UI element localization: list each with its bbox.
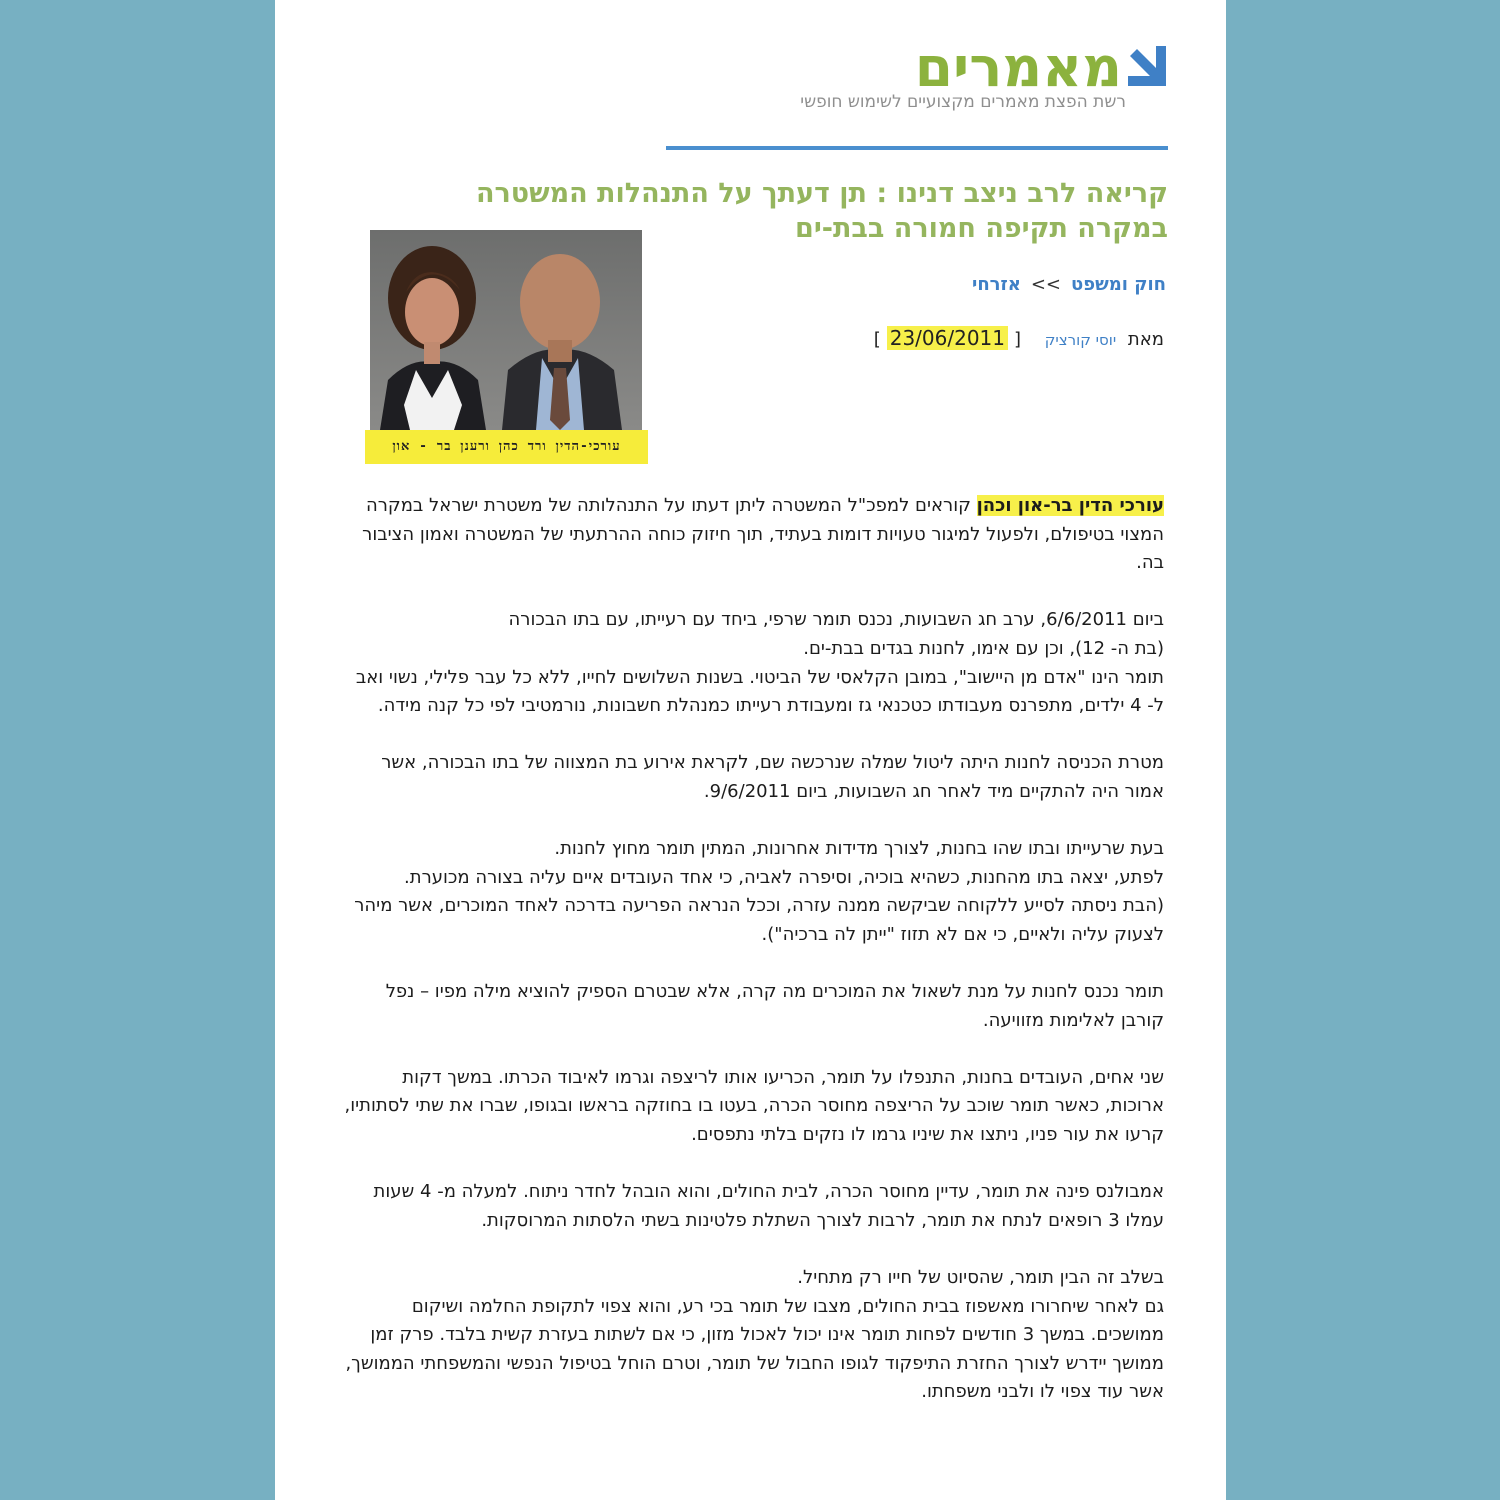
lead-text: קוראים למפכ"ל המשטרה ליתן דעתו על התנהלותה של משטרת ישראל במקרה המצוי בטיפולם, ולפעול למיגור טעויות דומות בעתיד, תוך חיזוק כוחה ההרתעתי של המשטרה ואמון הציבור בה. [362, 495, 1164, 574]
paragraph-line: (בת ה- 12), וכן עם אימו, לחנות בגדים בבת-ים. [803, 637, 1164, 659]
paragraph [344, 1064, 1164, 1150]
photo-image [370, 230, 642, 430]
article-body [344, 492, 1164, 1436]
paragraph-line: מטרת הכניסה לחנות היתה ליטול שמלה שנרכשה שם, לקראת אירוע בת המצווה של בתו הבכורה, אשר אמור היה להתקיים מיד לאחר חג השבועות, ביום 9/6/2011. [381, 752, 1164, 802]
author-photo [365, 230, 648, 464]
byline-prefix: מאת [1127, 329, 1164, 350]
article-title: קריאה לרב ניצב דנינו : תן דעתך על התנהלות המשטרה במקרה תקיפה חמורה בבת-ים [475, 178, 1168, 244]
paragraph-line: בעת שרעייתו ובתו שהו בחנות, לצורך מדידות אחרונות, המתין תומר מחוץ לחנות. [554, 838, 1164, 860]
paragraph-line: תומר הינו "אדם מן היישוב", במובן הקלאסי של הביטוי. בשנות השלושים לחייו, ללא כל עבר פלילי, נשוי ואב ל- 4 ילדים, מתפרנס מעבודתו כטכנאי גז ומעבודת רעייתו כמנהלת חשבונות, נורמטיבי לפי כל קנה מידה. [355, 666, 1164, 717]
paragraph [344, 1178, 1164, 1235]
paragraph-line: לפתע, יצאה בתו מהחנות, כשהיא בוכיה, וסיפרה לאביה, כי אחד העובדים איים עליה בצורה מכוערת. [404, 866, 1164, 888]
article-page [275, 0, 1226, 1500]
breadcrumb [972, 274, 1166, 295]
logo-tagline: רשת הפצת מאמרים מקצועיים לשימוש חופשי [800, 92, 1126, 112]
paragraph-line: בשלב זה הבין תומר, שהסיוט של חייו רק מתחיל. [797, 1267, 1164, 1289]
paragraph [344, 835, 1164, 949]
paragraph-line: תומר נכנס לחנות על מנת לשאול את המוכרים מה קרה, אלא שבטרם הספיק להוציא מילה מפיו – נפל קורבן לאלימות מזוויעה. [385, 981, 1164, 1031]
publish-date: 23/06/2011 [887, 326, 1008, 350]
paragraph-line: גם לאחר שיחרורו מאשפוז בבית החולים, מצבו של תומר בכי רע, והוא צפוי לתקופת החלמה ושיקום ממושכים. במשך 3 חודשים לפחות תומר אינו יכול לאכול מזון, כי אם לשתות בעזרת קשית בלבד. פרק זמן ממושך יידרש לצורך החזרת התיפקוד לגופו החבול של תומר, וטרם הוחל בטיפול הנפשי והמשפחתי הממושך, אשר עוד צפוי לו ולבני משפחתו. [345, 1295, 1164, 1403]
photo-caption: עורכי-הדין ורד כהן ורענן בר - און [365, 430, 648, 464]
category-link-sub[interactable]: אזרחי [972, 274, 1021, 295]
logo-name: מאמרים [914, 35, 1122, 99]
header-divider [666, 146, 1168, 150]
byline [874, 326, 1164, 350]
category-link-main[interactable]: חוק ומשפט [1071, 274, 1166, 295]
paragraph [344, 978, 1164, 1035]
bracket-open: [ [1014, 329, 1022, 350]
paragraph [344, 749, 1164, 806]
author-link[interactable]: יוסי קורציק [1044, 331, 1117, 349]
paragraph-line: ביום 6/6/2011, ערב חג השבועות, נכנס תומר שרפי, ביחד עם רעייתו, עם בתו הבכורה [508, 609, 1164, 631]
lead-highlight: עורכי הדין בר-און וכהן [976, 495, 1164, 516]
paragraph [344, 1264, 1164, 1407]
arrow-icon [1128, 44, 1168, 88]
breadcrumb-separator: >> [1030, 274, 1062, 295]
paragraph-line: (הבת ניסתה לסייע ללקוחה שביקשה ממנה עזרה, וככל הנראה הפריעה בדרכה לאחד המוכרים, אשר מיהר לצעוק עליה ולאיים, כי אם לא תזוז "ייתן לה ברכיה"). [354, 895, 1164, 945]
paragraph-line: אמבולנס פינה את תומר, עדיין מחוסר הכרה, לבית החולים, והוא הובהל לחדר ניתוח. למעלה מ- 4 שעות עמלו 3 רופאים לנתח את תומר, לרבות לצורך השתלת פלטינות בשתי הלסתות המרוסקות. [373, 1181, 1164, 1231]
paragraph-line: שני אחים, העובדים בחנות, התנפלו על תומר, הכריעו אותו לריצפה וגרמו לאיבוד הכרתו. במשך דקות ארוכות, כאשר תומר שוכב על הריצפה מחוסר הכרה, בעטו בו בחוזקה בראשו ובגופו, שברו את שתי לסתותיו, קרעו את עור פניו, ניתצו את שיניו גרמו לו נזקים בלתי נתפסים. [344, 1066, 1164, 1146]
bracket-close: ] [873, 329, 881, 350]
paragraph [344, 606, 1164, 720]
lead-paragraph [344, 492, 1164, 578]
